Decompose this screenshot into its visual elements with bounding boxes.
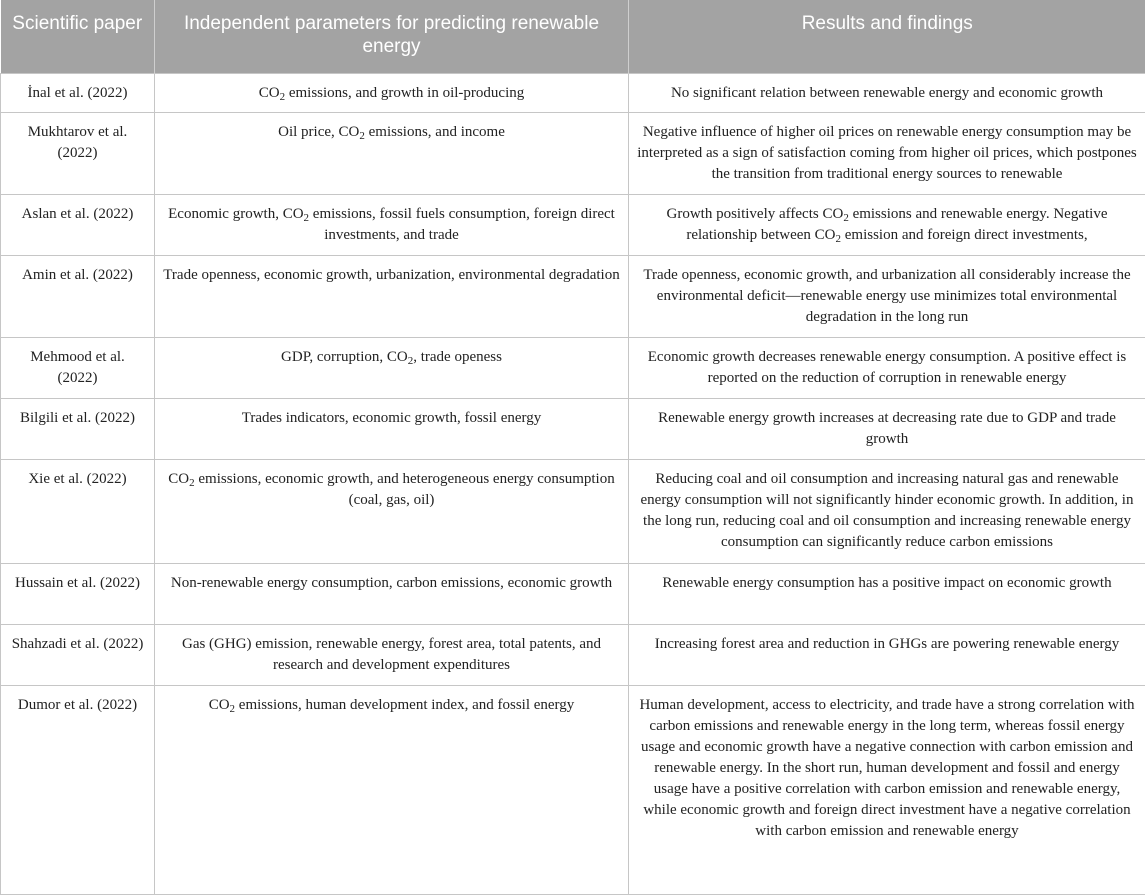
paper-cell: Xie et al. (2022): [1, 459, 155, 563]
results-cell: Economic growth decreases renewable energy consumption. A positive effect is reported on the reduction of corruption in renewable energy: [629, 337, 1145, 398]
paper-cell: Bilgili et al. (2022): [1, 398, 155, 459]
table-row: [1, 112, 1145, 194]
table-row: [1, 459, 1145, 563]
paper-cell: Amin et al. (2022): [1, 255, 155, 337]
table-row: [1, 398, 1145, 459]
parameters-cell: Oil price, $CO_2$ emissions, and income: [155, 112, 629, 194]
table-row: [1, 563, 1145, 624]
paper-cell: İnal et al. (2022): [1, 73, 155, 112]
results-cell: Renewable energy growth increases at decreasing rate due to GDP and trade growth: [629, 398, 1145, 459]
header-row: [1, 0, 1145, 73]
table-row: [1, 624, 1145, 685]
results-cell: Renewable energy consumption has a positive impact on economic growth: [629, 563, 1145, 624]
header-scientific-paper: Scientific paper: [1, 0, 155, 73]
parameters-cell: Economic growth, $CO_2$ emissions, fossil fuels consumption, foreign direct investments, and trade: [155, 194, 629, 255]
results-cell: Growth positively affects $CO_2$ emissions and renewable energy. Negative relationship between $CO_2$ emission and foreign direct investments,: [629, 194, 1145, 255]
paper-cell: Hussain et al. (2022): [1, 563, 155, 624]
parameters-cell: Trade openness, economic growth, urbanization, environmental degradation: [155, 255, 629, 337]
paper-cell: Aslan et al. (2022): [1, 194, 155, 255]
header-results-findings: Results and findings: [629, 0, 1145, 73]
table-row: [1, 685, 1145, 894]
table-row: [1, 194, 1145, 255]
parameters-cell: $CO_2$ emissions, economic growth, and heterogeneous energy consumption (coal, gas, oil): [155, 459, 629, 563]
results-cell: Trade openness, economic growth, and urbanization all considerably increase the environmental deficit—renewable energy use minimizes total environmental degradation in the long run: [629, 255, 1145, 337]
table-row: [1, 73, 1145, 112]
header-independent-parameters: Independent parameters for predicting renewable energy: [155, 0, 629, 73]
parameters-cell: Trades indicators, economic growth, fossil energy: [155, 398, 629, 459]
paper-cell: Shahzadi et al. (2022): [1, 624, 155, 685]
parameters-cell: Gas (GHG) emission, renewable energy, forest area, total patents, and research and development expenditures: [155, 624, 629, 685]
parameters-cell: GDP, corruption, $CO_2$, trade openess: [155, 337, 629, 398]
results-cell: Increasing forest area and reduction in GHGs are powering renewable energy: [629, 624, 1145, 685]
results-cell: Negative influence of higher oil prices on renewable energy consumption may be interpreted as a sign of satisfaction coming from higher oil prices, which postpones the transition from traditional energy sources to renewable: [629, 112, 1145, 194]
parameters-cell: $CO_2$ emissions, and growth in oil-producing: [155, 73, 629, 112]
results-cell: Reducing coal and oil consumption and increasing natural gas and renewable energy consumption will not significantly hinder economic growth. In addition, in the long run, reducing coal and oil consumption and increasing renewable energy consumption can significantly reduce carbon emissions: [629, 459, 1145, 563]
paper-cell: Dumor et al. (2022): [1, 685, 155, 894]
table-row: [1, 255, 1145, 337]
parameters-cell: Non-renewable energy consumption, carbon emissions, economic growth: [155, 563, 629, 624]
table-row: [1, 337, 1145, 398]
paper-cell: Mehmood et al. (2022): [1, 337, 155, 398]
results-cell: Human development, access to electricity, and trade have a strong correlation with carbon emissions and renewable energy in the long term, whereas fossil energy usage and economic growth have a negative connection with carbon emission and renewable energy. In the short run, human development and fossil and energy usage have a positive correlation with carbon emission and renewable energy, while economic growth and foreign direct investment have a negative correlation with carbon emission and renewable energy: [629, 685, 1145, 894]
paper-cell: Mukhtarov et al. (2022): [1, 112, 155, 194]
parameters-cell: $CO_2$ emissions, human development index, and fossil energy: [155, 685, 629, 894]
results-cell: No significant relation between renewable energy and economic growth: [629, 73, 1145, 112]
